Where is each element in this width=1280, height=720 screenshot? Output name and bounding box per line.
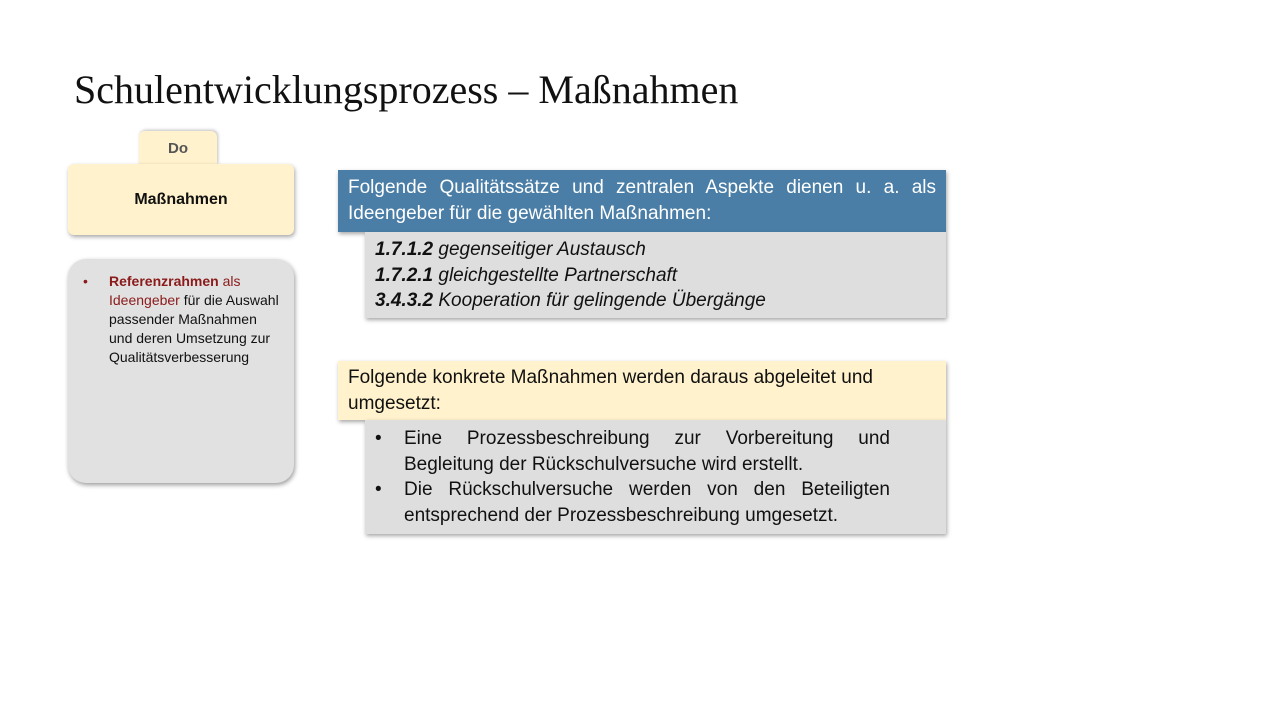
measure-line: entsprechend der Prozessbeschreibung umgesetzt. [404,504,839,526]
quality-item [375,263,936,289]
quality-item-code: 1.7.1.2 [375,239,434,260]
measure-item [375,426,936,477]
measure-line: Die Rückschulversuche werden von den Beteiligten [404,479,890,500]
quality-item-code: 1.7.2.1 [375,264,434,286]
reference-note-text [109,272,280,367]
reference-note-item [83,272,280,367]
reference-note-box [68,259,294,483]
quality-header-text: Folgende Qualitätssätze und zentralen Aspekte dienen u. a. als Ideengeber für die gewählten Maßnahmen: [348,177,936,224]
slide-title: Schulentwicklungsprozess – Maßnahmen [74,67,739,112]
reference-role: Ideengeber [109,292,180,308]
bullet-icon: • [83,273,88,289]
quality-item-text: gegenseitiger Austausch [433,239,646,260]
reference-join: als [218,273,241,289]
phase-tab-do: Do [139,131,217,165]
bullet-icon: • [375,428,382,449]
quality-items-panel [365,232,946,318]
quality-item-text: Kooperation für gelingende Übergänge [433,290,766,311]
measure-item-text [404,477,890,528]
quality-item-code: 3.4.3.2 [375,290,434,311]
reference-description: für die Auswahl passender Maßnahmen und deren Umsetzung zur Qualitätsverbesserung [109,292,279,365]
phase-box-massnahmen [68,164,294,235]
reference-term: Referenzrahmen [109,273,219,289]
measure-line: Begleitung der Rückschulversuche wird erstellt. [404,453,804,475]
measures-header-text: Folgende konkrete Maßnahmen werden daraus abgeleitet und umgesetzt: [348,367,873,414]
measures-section-header [338,361,946,420]
measure-item-text [404,426,890,477]
quality-item [375,288,936,314]
measure-item [375,477,936,528]
quality-section-header [338,170,946,232]
measure-line: Eine Prozessbeschreibung zur Vorbereitung und [404,428,890,449]
bullet-icon: • [375,479,382,500]
phase-box-label: Maßnahmen [134,190,228,208]
quality-item [375,237,936,263]
measures-items-panel [365,420,946,534]
quality-item-text: gleichgestellte Partnerschaft [433,264,678,286]
